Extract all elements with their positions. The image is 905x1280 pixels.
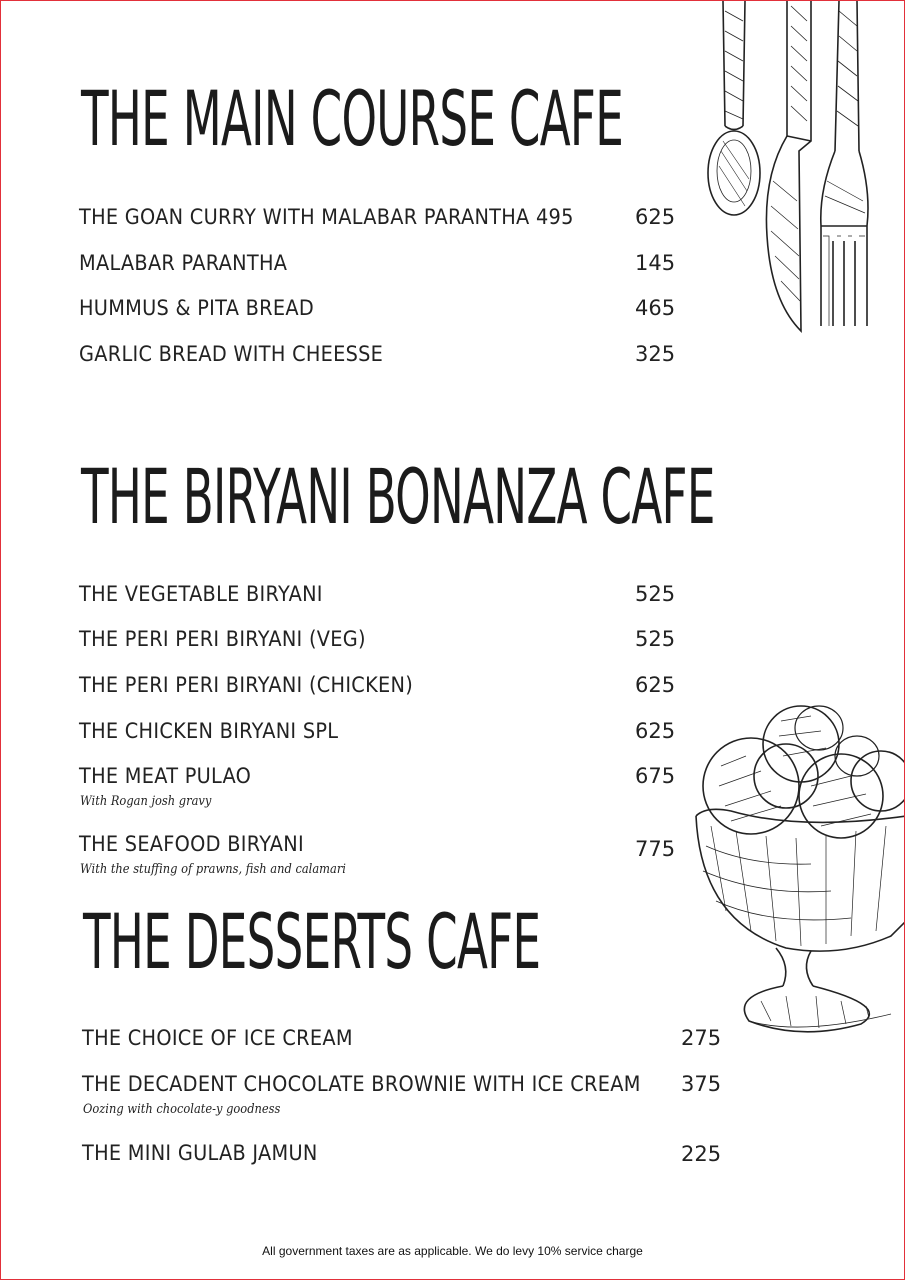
menu-item-price: 525 (635, 582, 676, 606)
menu-item-name: HUMMUS & PITA BREAD (79, 296, 315, 320)
section-title-biryani: THE BIRYANI BONANZA CAFE (81, 452, 715, 541)
menu-item-price: 775 (635, 837, 676, 861)
menu-item-name: THE VEGETABLE BIRYANI (79, 582, 323, 606)
menu-item-price: 465 (635, 296, 676, 320)
menu-item-price: 625 (635, 205, 676, 229)
menu-item-price: 275 (681, 1026, 722, 1050)
menu-item-price: 625 (635, 673, 676, 697)
ice-cream-sundae-icon (691, 696, 905, 1046)
menu-item-price: 145 (635, 251, 676, 275)
footer-note: All government taxes are as applicable. We do levy 10% service charge (262, 1244, 643, 1258)
menu-item-name: THE CHICKEN BIRYANI SPL (79, 719, 339, 743)
menu-item-price: 325 (635, 342, 676, 366)
menu-item-price: 675 (635, 764, 676, 788)
menu-item-name: THE MEAT PULAO (79, 764, 252, 788)
menu-item-name: THE MINI GULAB JAMUN (82, 1141, 318, 1165)
menu-item-name: THE PERI PERI BIRYANI (VEG) (79, 627, 366, 651)
menu-item-description: With Rogan josh gravy (80, 794, 212, 809)
menu-item-name: THE DECADENT CHOCOLATE BROWNIE WITH ICE CREAM (82, 1072, 641, 1096)
cutlery-icon (701, 1, 876, 336)
menu-item-name: GARLIC BREAD WITH CHEESSE (79, 342, 384, 366)
section-title-desserts: THE DESSERTS CAFE (83, 897, 541, 986)
menu-item-name: THE PERI PERI BIRYANI (CHICKEN) (79, 673, 414, 697)
menu-item-name: MALABAR PARANTHA (79, 251, 288, 275)
menu-item-name: THE CHOICE OF ICE CREAM (82, 1026, 353, 1050)
menu-item-name: THE GOAN CURRY WITH MALABAR PARANTHA 495 (79, 205, 574, 229)
menu-item-description: With the stuffing of prawns, fish and calamari (80, 862, 346, 877)
section-title-main-course: THE MAIN COURSE CAFE (81, 74, 624, 163)
menu-item-description: Oozing with chocolate-y goodness (83, 1102, 281, 1117)
menu-item-price: 525 (635, 627, 676, 651)
menu-item-name: THE SEAFOOD BIRYANI (79, 832, 304, 856)
menu-item-price: 375 (681, 1072, 722, 1096)
menu-item-price: 225 (681, 1142, 722, 1166)
menu-item-price: 625 (635, 719, 676, 743)
